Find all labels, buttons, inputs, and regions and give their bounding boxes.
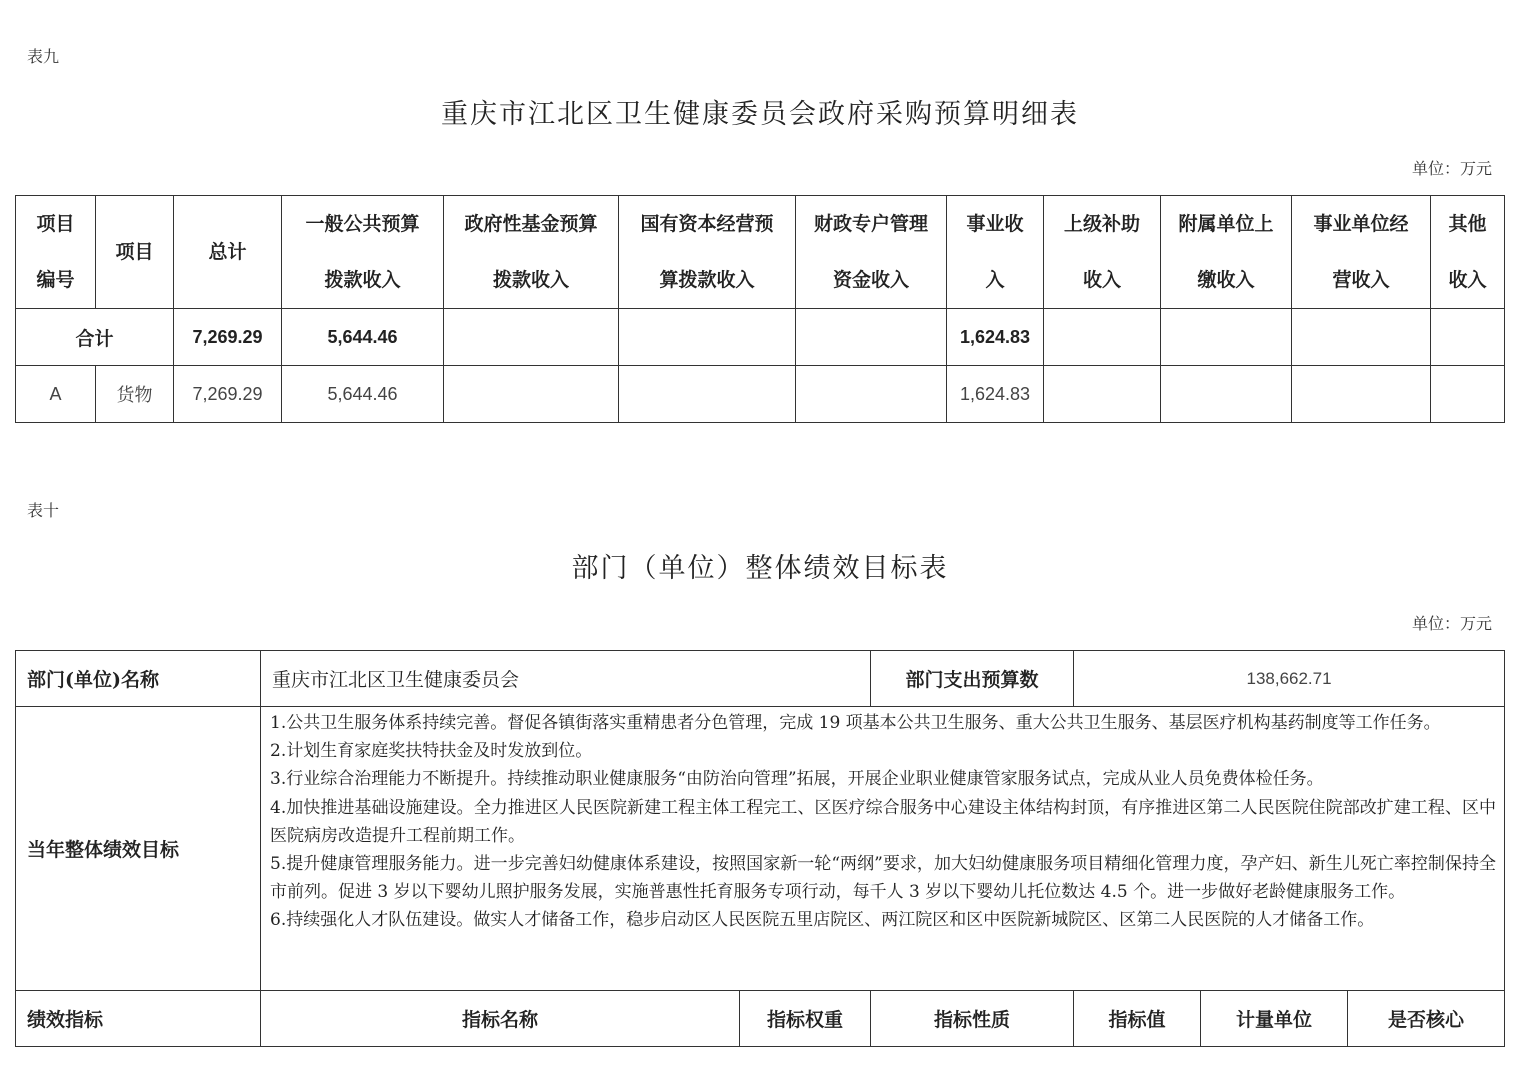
header-item: 项目 [96,196,174,309]
total-gov-fund [444,309,619,366]
item-affiliated-payment [1161,366,1292,423]
item-superior-subsidy [1044,366,1161,423]
dept-name-value: 重庆市江北区卫生健康委员会 [261,651,871,707]
item-state-capital [619,366,796,423]
total-superior-subsidy [1044,309,1161,366]
procurement-budget-table [15,195,1505,423]
goals-content [261,707,1505,991]
table10-title: 部门（单位）整体绩效目标表 [571,553,949,584]
total-affiliated-payment [1161,309,1292,366]
header-superior-subsidy: 上级补助 收入 [1044,196,1161,309]
table9-label: 表九 [27,47,60,66]
total-special-account [796,309,947,366]
total-value: 7,269.29 [174,309,282,366]
item-name: 货物 [96,366,174,423]
item-total: 7,269.29 [174,366,282,423]
header-other-income: 其他 收入 [1431,196,1505,309]
indicator-core-header: 是否核心 [1348,991,1505,1047]
indicator-header-row [16,991,1505,1047]
total-label: 合计 [16,309,174,366]
item-code: A [16,366,96,423]
header-gov-fund: 政府性基金预算 拨款收入 [444,196,619,309]
dept-row [16,651,1505,707]
header-item-code: 项目 编号 [16,196,96,309]
goals-row [16,707,1505,991]
total-operating-income [1292,309,1431,366]
budget-value: 138,662.71 [1074,651,1505,707]
item-special-account [796,366,947,423]
indicator-unit-header: 计量单位 [1201,991,1348,1047]
total-business-income: 1,624.83 [947,309,1044,366]
header-business-income: 事业收 入 [947,196,1044,309]
item-business-income: 1,624.83 [947,366,1044,423]
header-general-budget: 一般公共预算 拨款收入 [282,196,444,309]
total-general-budget: 5,644.46 [282,309,444,366]
indicator-value-header: 指标值 [1074,991,1201,1047]
indicator-label: 绩效指标 [16,991,261,1047]
header-special-account: 财政专户管理 资金收入 [796,196,947,309]
item-general-budget: 5,644.46 [282,366,444,423]
header-state-capital: 国有资本经营预 算拨款收入 [619,196,796,309]
goals-label: 当年整体绩效目标 [16,707,261,991]
header-affiliated-payment: 附属单位上 缴收入 [1161,196,1292,309]
item-other-income [1431,366,1505,423]
dept-name-label: 部门(单位)名称 [16,651,261,707]
header-total: 总计 [174,196,282,309]
item-operating-income [1292,366,1431,423]
goal-item: 2.计划生育家庭奖扶特扶金及时发放到位。 [270,741,593,762]
goal-item: 6.持续强化人才队伍建设。做实人才储备工作，稳步启动区人民医院五里店院区、两江院区和区中医院新城院区、区第二人民医院的人才储备工作。 [270,910,1375,931]
table-header-row [16,196,1505,309]
header-operating-income: 事业单位经 营收入 [1292,196,1431,309]
table10-unit: 单位：万元 [1411,614,1492,633]
goal-item: 5.提升健康管理服务能力。进一步完善妇幼健康体系建设，按照国家新一轮“两纲”要求，加大妇幼健康服务项目精细化管理力度，孕产妇、新生儿死亡率控制保持全市前列。促进 3 岁以下婴幼儿照护服务发展，实施普惠性托育服务专项行动，每千人 3 岁以下婴幼儿托位数达 4.5 个。进一步做好老龄健康服务工作。 [270,854,1497,903]
table9-unit: 单位：万元 [1411,159,1492,178]
table9-title: 重庆市江北区卫生健康委员会政府采购预算明细表 [441,99,1079,130]
goal-item: 3.行业综合治理能力不断提升。持续推动职业健康服务“由防治向管理”拓展，开展企业职业健康管家服务试点，完成从业人员免费体检任务。 [270,769,1324,790]
indicator-nature-header: 指标性质 [871,991,1074,1047]
indicator-weight-header: 指标权重 [740,991,871,1047]
table-row-goods [16,366,1505,423]
budget-label: 部门支出预算数 [871,651,1074,707]
goal-item: 4.加快推进基础设施建设。全力推进区人民医院新建工程主体工程完工、区医疗综合服务中心建设主体结构封顶，有序推进区第二人民医院住院部改扩建工程、区中医院病房改造提升工程前期工作。 [270,797,1497,846]
table10-label: 表十 [27,501,60,520]
item-gov-fund [444,366,619,423]
table-row-total [16,309,1505,366]
indicator-name-header: 指标名称 [261,991,740,1047]
total-other-income [1431,309,1505,366]
total-state-capital [619,309,796,366]
performance-goal-table [15,650,1505,1047]
goal-item: 1.公共卫生服务体系持续完善。督促各镇街落实重精患者分色管理，完成 19 项基本公共卫生服务、重大公共卫生服务、基层医疗机构基药制度等工作任务。 [270,713,1441,733]
